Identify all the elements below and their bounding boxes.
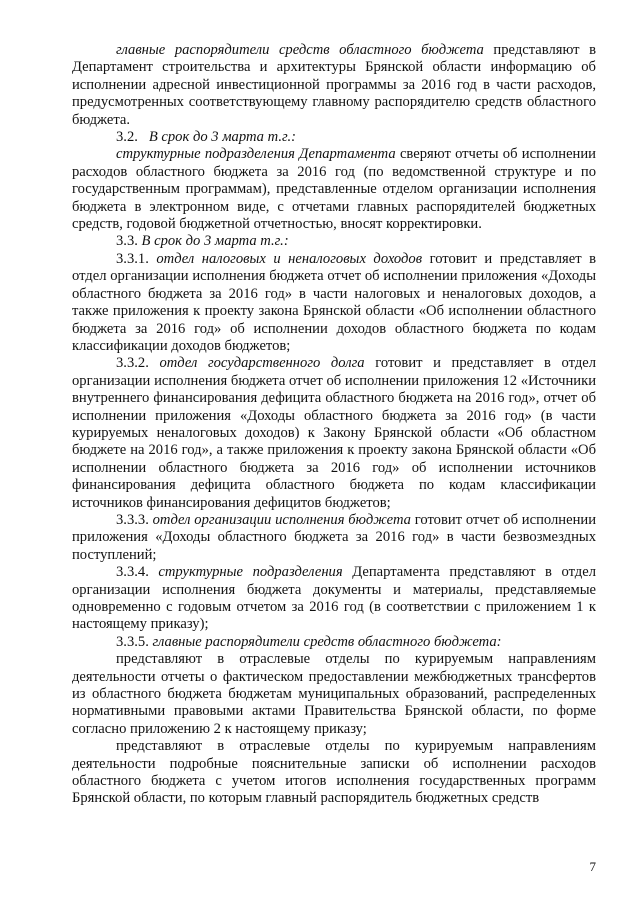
paragraph-section-3-3-5	[72, 634, 596, 651]
paragraph-italic-lead: отдел государственного долга	[159, 355, 365, 372]
paragraph-italic-lead: структурные подразделения	[158, 564, 343, 581]
paragraph-explanatory-notes	[72, 738, 596, 808]
paragraph-section-3-3	[72, 233, 596, 250]
paragraph-structural-units-reconcile	[72, 146, 596, 233]
paragraph-section-3-2	[72, 129, 596, 146]
paragraph-italic-lead: В срок до 3 марта т.г.:	[141, 233, 289, 250]
paragraph-text: сверяют отчеты об исполнении расходов областного бюджета за 2016 год (по ведомственной структуре и по государственным программам), представленные отделом организации исполнения бюджета в электронном виде, с отчетами главных распорядителей бюджетных средств, годовой бюджетной отчетностью, вносят корректировки.	[72, 146, 596, 233]
paragraph-italic-lead: отдел организации исполнения бюджета	[152, 511, 411, 528]
page-number: 7	[589, 859, 596, 874]
paragraph-text: представляют в Департамент строительства и архитектуры Брянской области информацию об исполнении адресной инвестиционной программы за 2016 год в части расходов, предусмотренных соответствующему главному распорядителю средств областного бюджета.	[72, 42, 596, 128]
paragraph-text: готовит и представляет в отдел организации исполнения бюджета отчет об исполнении приложения 12 «Источники внутреннего финансирования дефицита областного бюджета на 2016 год», отчет об исполнении приложения «Доходы областного бюджета за 2016 год» (в части курируемых неналоговых доходов) к Закону Брянской области «Об областном бюджете на 2016 год», а также приложения к проекту закона Брянской области «Об исполнении областного бюджета за 2016 год» об исполнении источников финансирования дефицита областного бюджета по кодам классификации источников финансирования дефицитов бюджетов;	[72, 355, 597, 511]
paragraph-number: 3.3.3.	[116, 511, 153, 528]
paragraph-number: 3.2.	[116, 129, 149, 146]
paragraph-number: 3.3.1.	[116, 250, 157, 267]
paragraph-transfers-reports	[72, 651, 596, 738]
paragraph-italic-lead: главные распорядители средств областного бюджета:	[152, 633, 502, 650]
paragraph-italic-lead: главные распорядители средств областного бюджета	[116, 42, 484, 58]
document-body	[72, 42, 596, 808]
paragraph-number: 3.3.4.	[116, 564, 159, 581]
paragraph-text: Департамента представляют в отдел организации исполнения бюджета документы и материалы, представляемые одновременно с годовым отчетом за 2016 год (в соответствии с приложением 1 к настоящему приказу);	[72, 564, 596, 633]
paragraph-section-3-3-1	[72, 251, 596, 355]
paragraph-text: представляют в отраслевые отделы по курируемым направлениям деятельности подробные пояснительные записки об исполнении расходов областного бюджета с учетом итогов исполнения государственных программ Брянской области, по которым главный распорядитель бюджетных средств	[72, 738, 596, 807]
paragraph-budget-managers-info	[72, 42, 596, 129]
paragraph-section-3-3-4	[72, 564, 596, 634]
paragraph-section-3-3-2	[72, 355, 596, 512]
paragraph-text: готовит отчет об исполнении приложения «Доходы областного бюджета за 2016 год» в части безвозмездных поступлений;	[72, 511, 597, 563]
paragraph-italic-lead: В срок до 3 марта т.г.:	[148, 129, 296, 146]
paragraph-section-3-3-3	[72, 512, 596, 564]
paragraph-text: представляют в отраслевые отделы по курируемым направлениям деятельности отчеты о фактическом предоставлении межбюджетных трансфертов из областного бюджета бюджетам муниципальных образований, распределенных нормативными правовыми актами Правительства Брянской области, по форме согласно приложению 2 к настоящему приказу;	[72, 651, 596, 737]
paragraph-number: 3.3.2.	[116, 355, 160, 372]
paragraph-italic-lead: отдел налоговых и неналоговых доходов	[156, 250, 423, 267]
paragraph-text: готовит и представляет в отдел организации исполнения бюджета отчет об исполнении приложения «Доходы областного бюджета за 2016 год» в части налоговых и неналоговых доходов, а также приложения к проекту закона Брянской области «Об исполнении областного бюджета за 2016 год» об исполнении доходов областного бюджета по кодам классификации доходов бюджетов;	[72, 250, 596, 354]
paragraph-number: 3.3.	[116, 233, 142, 250]
paragraph-italic-lead: структурные подразделения Департамента	[116, 146, 396, 163]
paragraph-number: 3.3.5.	[116, 633, 153, 650]
